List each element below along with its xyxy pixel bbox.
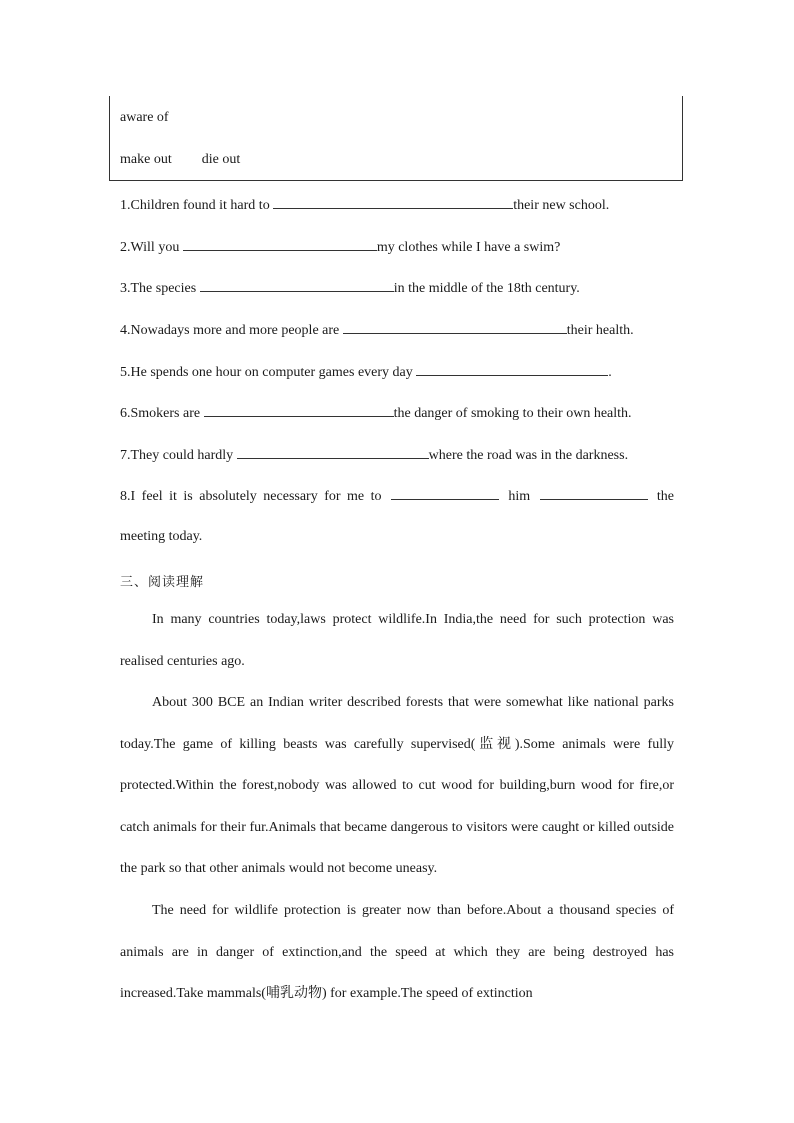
answer-blank[interactable] xyxy=(237,446,429,459)
question-number: 4. xyxy=(120,323,131,338)
question-8 xyxy=(120,487,674,505)
reading-paragraph-2: About 300 BCE an Indian writer described forests that were somewhat like national parks today.The game of killing beasts was carefully supervised(监视).Some animals were fully protected.Within the forest,nobody was allowed to cut wood for building,burn wood for fire,or catch animals for their fur.Animals that became dangerous to visitors were caught or killed outside the park so that other animals would not become uneasy. xyxy=(120,695,674,877)
question-text: their new school. xyxy=(513,198,610,213)
question-4 xyxy=(120,321,634,339)
question-number: 8. xyxy=(120,489,131,504)
question-text: I feel it is absolutely necessary for me to xyxy=(130,489,382,504)
question-8-continuation xyxy=(120,529,202,545)
question-number: 5. xyxy=(120,365,131,380)
word-box xyxy=(109,96,683,181)
answer-blank[interactable] xyxy=(183,238,377,251)
question-text: their health. xyxy=(566,323,634,338)
question-number: 6. xyxy=(120,406,131,421)
answer-blank-1[interactable] xyxy=(391,487,499,500)
question-text: Smokers are xyxy=(130,406,204,421)
question-text: the xyxy=(656,489,674,504)
question-5 xyxy=(120,363,612,381)
phrase-aware-of: aware of xyxy=(120,110,169,125)
reading-paragraph-3: The need for wildlife protection is greater now than before.About a thousand species of animals are in danger of extinction,and the speed at which they are being destroyed has increased.Take mammals(哺乳动物) for example.The speed of extinction xyxy=(120,903,674,1002)
section-heading: 三、阅读理解 xyxy=(120,575,205,590)
question-number: 2. xyxy=(120,240,131,255)
question-number: 7. xyxy=(120,448,131,463)
question-text: my clothes while I have a swim? xyxy=(376,240,561,255)
answer-blank[interactable] xyxy=(416,363,608,376)
question-8-part-1 xyxy=(120,489,382,505)
question-1 xyxy=(120,196,609,214)
question-text: Will you xyxy=(130,240,183,255)
word-box-row-1 xyxy=(120,110,169,126)
question-text: Children found it hard to xyxy=(130,198,274,213)
word-box-row-2 xyxy=(120,152,240,168)
question-number: 3. xyxy=(120,281,131,296)
question-text: The species xyxy=(130,281,200,296)
question-text: . xyxy=(608,365,612,380)
reading-paragraph-1: In many countries today,laws protect wildlife.In India,the need for such protection was realised centuries ago. xyxy=(120,612,674,669)
answer-blank-2[interactable] xyxy=(540,487,648,500)
question-3 xyxy=(120,279,580,297)
answer-blank[interactable] xyxy=(200,279,394,292)
answer-blank[interactable] xyxy=(343,321,567,334)
question-text: Nowadays more and more people are xyxy=(130,323,343,338)
question-number: 1. xyxy=(120,198,131,213)
phrase-die-out: die out xyxy=(201,152,241,167)
question-text: They could hardly xyxy=(130,448,237,463)
answer-blank[interactable] xyxy=(273,196,513,209)
question-text: him xyxy=(508,489,531,504)
answer-blank[interactable] xyxy=(204,404,394,417)
question-text: in the middle of the 18th century. xyxy=(393,281,580,296)
question-7 xyxy=(120,446,628,464)
question-text: He spends one hour on computer games every day xyxy=(130,365,417,380)
question-text: where the road was in the darkness. xyxy=(428,448,629,463)
question-text: the danger of smoking to their own health. xyxy=(393,406,632,421)
phrase-make-out: make out xyxy=(120,152,172,167)
question-2 xyxy=(120,238,560,256)
question-text: meeting today. xyxy=(120,529,203,544)
question-6 xyxy=(120,404,632,422)
